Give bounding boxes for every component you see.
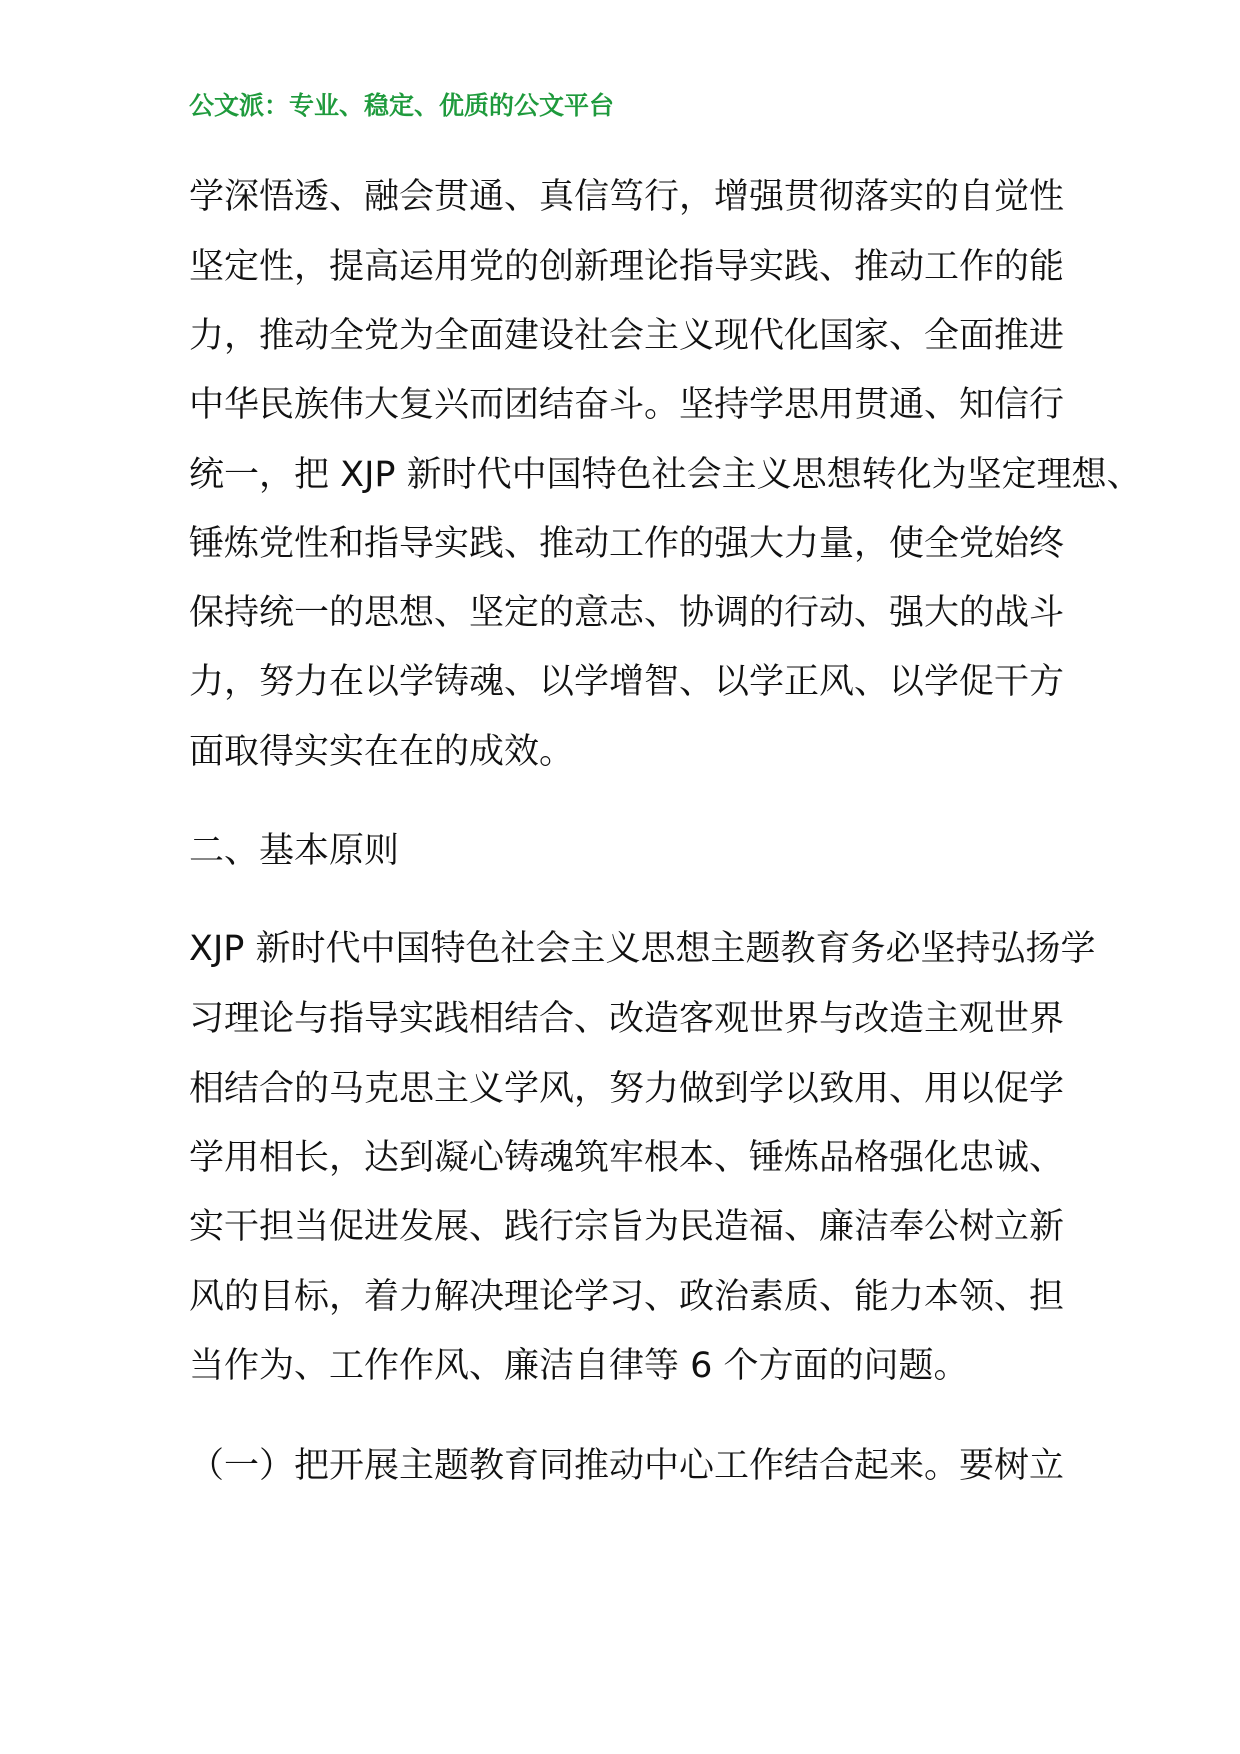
body-line-2: 坚定性，提高运用党的创新理论指导实践、推动工作的能 xyxy=(189,247,1065,287)
body-line-8: 力，努力在以学铸魂、以学增智、以学正风、以学促干方 xyxy=(189,662,1065,702)
body-line-11: XJP 新时代中国特色社会主义思想主题教育务必坚持弘扬学 xyxy=(189,929,1096,969)
body-line-9: 面取得实实在在的成效。 xyxy=(189,732,575,772)
body-line-7: 保持统一的思想、坚定的意志、协调的行动、强大的战斗 xyxy=(189,593,1065,633)
body-line-12: 习理论与指导实践相结合、改造客观世界与改造主观世界 xyxy=(189,999,1065,1039)
body-line-17: 当作为、工作作风、廉洁自律等 6 个方面的问题。 xyxy=(189,1346,969,1386)
body-line-6: 锤炼党性和指导实践、推动工作的强大力量，使全党始终 xyxy=(189,524,1065,564)
body-line-13: 相结合的马克思主义学风，努力做到学以致用、用以促学 xyxy=(189,1069,1065,1109)
body-line-5: 统一，把 XJP 新时代中国特色社会主义思想转化为坚定理想、 xyxy=(189,455,1142,495)
body-line-1: 学深悟透、融会贯通、真信笃行，增强贯彻落实的自觉性 xyxy=(189,177,1065,217)
body-line-16: 风的目标，着力解决理论学习、政治素质、能力本领、担 xyxy=(189,1277,1065,1317)
body-line-14: 学用相长，达到凝心铸魂筑牢根本、锤炼品格强化忠诚、 xyxy=(189,1138,1065,1178)
page-header: 公文派：专业、稳定、优质的公文平台 xyxy=(189,91,615,120)
body-line-15: 实干担当促进发展、践行宗旨为民造福、廉洁奉公树立新 xyxy=(189,1207,1065,1247)
section-heading: 二、基本原则 xyxy=(189,831,400,871)
body-line-4: 中华民族伟大复兴而团结奋斗。坚持学思用贯通、知信行 xyxy=(189,385,1065,425)
body-line-3: 力，推动全党为全面建设社会主义现代化国家、全面推进 xyxy=(189,316,1065,356)
subsection-heading: （一）把开展主题教育同推动中心工作结合起来。要树立 xyxy=(189,1446,1065,1486)
